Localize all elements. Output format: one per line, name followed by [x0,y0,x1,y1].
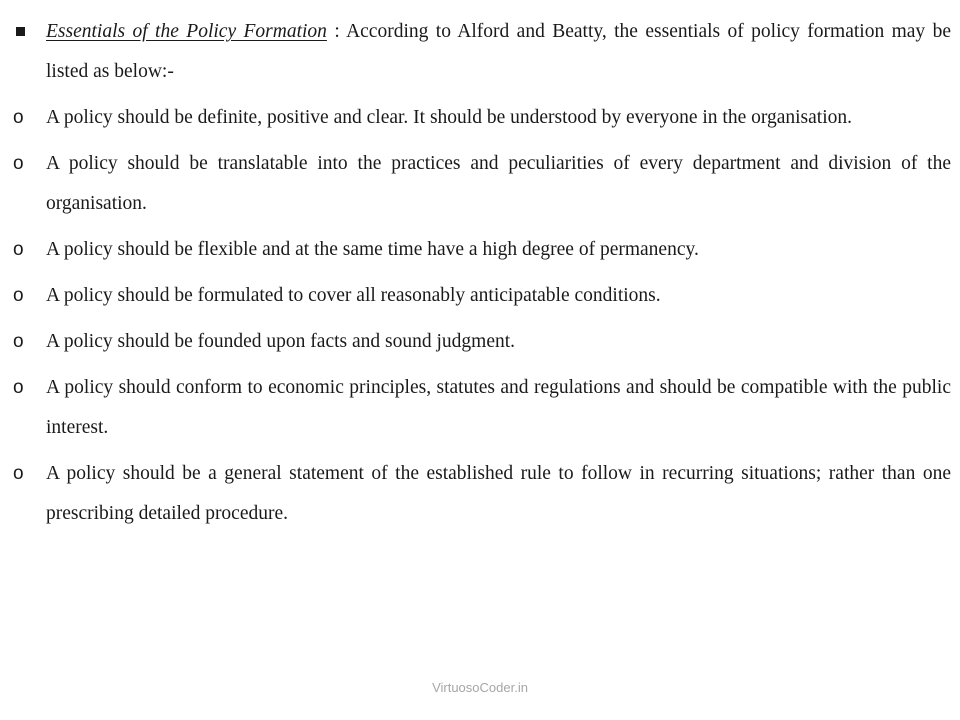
list-item [0,322,960,362]
bullet-list [0,12,960,540]
list-item-text: A policy should be flexible and at the same time have a high degree of permanency. [46,239,699,260]
list-item-text: A policy should conform to economic principles, statutes and regulations and should be compatible with the public interest. [46,377,951,438]
list-item [0,98,960,138]
list-item [0,454,960,534]
list-item-text: A policy should be translatable into the practices and peculiarities of every department and division of the organisation. [46,153,951,214]
list-item [0,144,960,224]
list-item [0,276,960,316]
circle-bullet-icon: o [13,463,24,484]
circle-bullet-icon: o [13,377,24,398]
list-item-text: A policy should be formulated to cover all reasonably anticipatable conditions. [46,285,661,306]
square-bullet-icon [16,27,25,36]
circle-bullet-icon: o [13,331,24,352]
list-item [0,368,960,448]
circle-bullet-icon: o [13,153,24,174]
list-item-text: A policy should be a general statement of the established rule to follow in recurring situations; rather than one prescribing detailed procedure. [46,463,951,524]
list-item-text: A policy should be definite, positive and clear. It should be understood by everyone in the organisation. [46,107,853,128]
section-heading: Essentials of the Policy Formation [46,21,327,42]
circle-bullet-icon: o [13,107,24,128]
circle-bullet-icon: o [13,285,24,306]
list-item [0,230,960,270]
intro-text: : According to Alford and Beatty, the essentials of policy formation may be listed as below:- [46,21,951,82]
footer-watermark: VirtuosoCoder.in [432,680,528,695]
circle-bullet-icon: o [13,239,24,260]
list-item-text: A policy should be founded upon facts and sound judgment. [46,331,516,352]
intro-bullet [0,12,960,92]
